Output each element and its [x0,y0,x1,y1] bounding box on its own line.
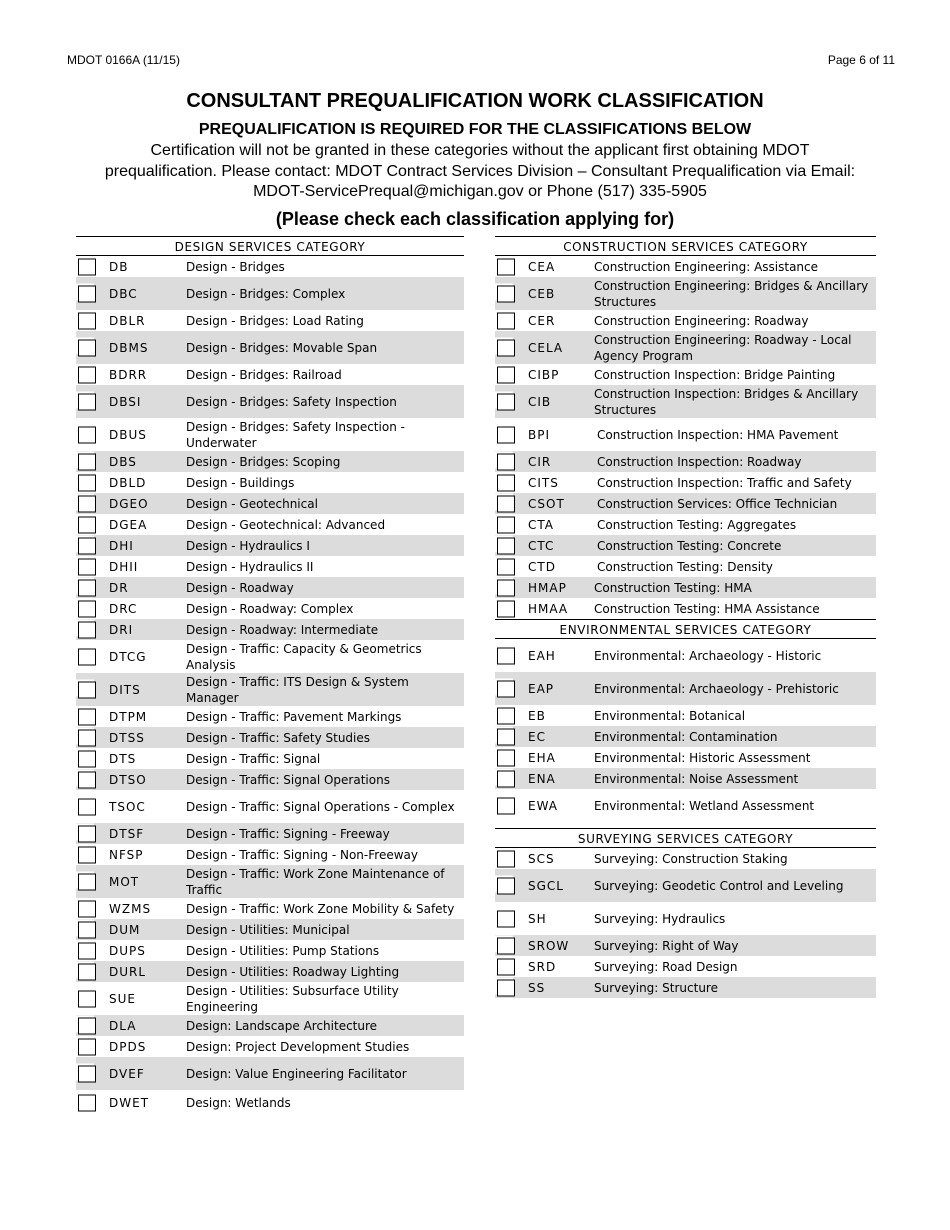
classification-row-eb [495,705,876,726]
classification-row-dvef [76,1057,464,1090]
classification-code: DTSO [109,772,147,787]
classification-row-dtss [76,727,464,748]
checkbox-cela[interactable] [497,339,515,356]
checkbox-cibp[interactable] [497,366,515,383]
classification-row-dtcg [76,640,464,673]
classification-description: Design - Hydraulics I [186,538,310,553]
classification-description: Design - Roadway: Complex [186,601,354,616]
checkbox-eha[interactable] [497,749,515,766]
classification-description: Surveying: Geodetic Control and Leveling [594,878,844,893]
page-title: CONSULTANT PREQUALIFICATION WORK CLASSIFICATION [186,90,764,112]
checkbox-dts[interactable] [78,750,96,767]
checkbox-dtss[interactable] [78,729,96,746]
classification-row-sue [76,982,464,1015]
classification-code: DBSI [109,394,142,409]
environmental-category-header: ENVIRONMENTAL SERVICES CATEGORY [495,619,876,639]
certification-text: Certification will not be granted in these categories without the applicant first obtaining MDOT prequalification. Please contact: MDOT Contract Services Division – Consultant Prequalification via Email: MDOT-ServicePrequal@michigan.gov or Phone (517) 335-5905 [104,142,856,200]
classification-description: Design - Bridges [186,259,285,274]
classification-code: CELA [528,340,564,355]
classification-code: DVEF [109,1066,145,1081]
checkbox-eah[interactable] [497,647,515,664]
checkbox-hmaa[interactable] [497,600,515,617]
design-category-header: DESIGN SERVICES CATEGORY [76,236,464,256]
checkbox-dum[interactable] [78,921,96,938]
classification-row-dbus [76,418,464,451]
classification-row-cibp [495,364,876,385]
checkbox-db[interactable] [78,258,96,275]
classification-row-durl [76,961,464,982]
checkbox-eap[interactable] [497,680,515,697]
classification-description: Design - Bridges: Safety Inspection [186,394,397,409]
classification-description: Construction Engineering: Roadway - Local Agency Program [594,332,852,363]
classification-row-srow [495,935,876,956]
checkbox-eb[interactable] [497,707,515,724]
checkbox-sue[interactable] [78,990,96,1007]
classification-description: Construction Inspection: Bridge Painting [594,367,836,382]
classification-row-sh [495,902,876,935]
checkbox-dbus[interactable] [78,426,96,443]
checkbox-srow[interactable] [497,937,515,954]
classification-row-cer [495,310,876,331]
classification-description: Design - Bridges: Movable Span [186,340,378,355]
classification-row-dbsi [76,385,464,418]
classification-row-mot [76,865,464,898]
classification-description: Environmental: Wetland Assessment [594,798,815,813]
classification-row-dr [76,577,464,598]
checkbox-cits[interactable] [497,474,515,491]
classification-description: Design - Traffic: Pavement Markings [186,709,402,724]
classification-code: EC [528,729,546,744]
checkbox-srd[interactable] [497,958,515,975]
classification-description: Design - Traffic: Safety Studies [186,730,371,745]
classification-code: DURL [109,964,147,979]
checkbox-dgeo[interactable] [78,495,96,512]
classification-row-db [76,256,464,277]
checkbox-ctc[interactable] [497,537,515,554]
classification-row-dhii [76,556,464,577]
classification-code: DBUS [109,427,147,442]
classification-row-cea [495,256,876,277]
classification-description: Environmental: Archaeology - Historic [594,648,822,663]
classification-description: Design - Traffic: Signing - Non-Freeway [186,847,418,862]
classification-row-hmap [495,577,876,598]
classification-description: Construction Testing: Aggregates [597,517,797,532]
classification-description: Design - Traffic: Signal Operations [186,772,390,787]
classification-row-dups [76,940,464,961]
classification-code: DGEO [109,496,149,511]
checkbox-ewa[interactable] [497,797,515,814]
classification-code: DTSF [109,826,145,841]
classification-row-dgea [76,514,464,535]
classification-row-eap [495,672,876,705]
checkbox-ena[interactable] [497,770,515,787]
classification-row-dhi [76,535,464,556]
classification-description: Construction Services: Office Technician [597,496,838,511]
checkbox-dhi[interactable] [78,537,96,554]
classification-description: Design - Traffic: Work Zone Maintenance of Traffic [186,866,445,897]
classification-description: Design - Traffic: Signing - Freeway [186,826,390,841]
checkbox-dups[interactable] [78,942,96,959]
classification-description: Surveying: Right of Way [594,938,739,953]
classification-description: Design: Wetlands [186,1095,291,1110]
classification-row-dtsf [76,823,464,844]
checkbox-sgcl[interactable] [497,877,515,894]
instruction-text: (Please check each classification applying for) [275,209,675,229]
classification-code: CTD [528,559,556,574]
design-list [76,256,464,1115]
classification-code: DITS [109,682,141,697]
checkbox-dla[interactable] [78,1017,96,1034]
checkbox-dbc[interactable] [78,285,96,302]
checkbox-dbsi[interactable] [78,393,96,410]
classification-code: EB [528,708,546,723]
page-subtitle: PREQUALIFICATION IS REQUIRED FOR THE CLASSIFICATIONS BELOW [198,121,752,138]
classification-row-dts [76,748,464,769]
checkbox-dbld[interactable] [78,474,96,491]
classification-code: DR [109,580,129,595]
classification-row-dum [76,919,464,940]
classification-code: DRI [109,622,134,637]
classification-row-dri [76,619,464,640]
checkbox-dtsf[interactable] [78,825,96,842]
classification-code: CEB [528,286,556,301]
classification-row-ctd [495,556,876,577]
classification-row-cits [495,472,876,493]
classification-description: Design - Bridges: Scoping [186,454,341,469]
classification-row-eah [495,639,876,672]
classification-code: SRD [528,959,557,974]
classification-description: Design - Traffic: Signal [186,751,321,766]
classification-code: EHA [528,750,556,765]
classification-description: Construction Testing: Density [597,559,773,574]
classification-description: Design - Bridges: Load Rating [186,313,364,328]
checkbox-ec[interactable] [497,728,515,745]
checkbox-dpds[interactable] [78,1038,96,1055]
checkbox-cir[interactable] [497,453,515,470]
checkbox-dvef[interactable] [78,1065,96,1082]
classification-description: Design: Value Engineering Facilitator [186,1066,407,1081]
checkbox-dhii[interactable] [78,558,96,575]
classification-row-ctc [495,535,876,556]
classification-row-sgcl [495,869,876,902]
classification-description: Construction Inspection: Traffic and Safety [597,475,852,490]
checkbox-nfsp[interactable] [78,846,96,863]
checkbox-dbs[interactable] [78,453,96,470]
classification-description: Surveying: Road Design [594,959,738,974]
classification-description: Environmental: Historic Assessment [594,750,811,765]
classification-description: Design - Hydraulics II [186,559,314,574]
classification-code: DWET [109,1095,150,1110]
checkbox-dblr[interactable] [78,312,96,329]
classification-code: CTC [528,538,555,553]
classification-description: Environmental: Archaeology - Prehistoric [594,681,839,696]
classification-description: Design: Landscape Architecture [186,1018,378,1033]
classification-code: EAH [528,648,556,663]
classification-row-ss [495,977,876,998]
classification-description: Construction Testing: Concrete [597,538,782,553]
form-id: MDOT 0166A (11/15) [67,53,180,67]
classification-row-dtso [76,769,464,790]
classification-description: Design - Utilities: Roadway Lighting [186,964,400,979]
classification-description: Design - Utilities: Pump Stations [186,943,380,958]
surveying-category-header: SURVEYING SERVICES CATEGORY [495,828,876,848]
classification-row-ewa [495,789,876,822]
classification-row-dbc [76,277,464,310]
checkbox-cea[interactable] [497,258,515,275]
classification-row-ceb [495,277,876,310]
construction-list [495,256,876,619]
classification-description: Design: Project Development Studies [186,1039,410,1054]
classification-description: Design - Bridges: Railroad [186,367,342,382]
checkbox-ceb[interactable] [497,285,515,302]
classification-row-cib [495,385,876,418]
classification-code: DBMS [109,340,149,355]
classification-row-ec [495,726,876,747]
environmental-list [495,639,876,822]
classification-description: Design - Utilities: Subsurface Utility Engineering [186,983,399,1014]
classification-code: MOT [109,874,140,889]
checkbox-dri[interactable] [78,621,96,638]
classification-code: DRC [109,601,138,616]
classification-description: Design - Roadway [186,580,294,595]
checkbox-hmap[interactable] [497,579,515,596]
classification-row-srd [495,956,876,977]
classification-code: DUM [109,922,141,937]
checkbox-dwet[interactable] [78,1094,96,1111]
classification-code: CTA [528,517,554,532]
classification-code: EWA [528,798,558,813]
classification-code: CIB [528,394,552,409]
classification-code: DHI [109,538,134,553]
classification-code: DB [109,259,129,274]
classification-code: DTS [109,751,137,766]
classification-code: HMAA [528,601,569,616]
construction-category-header: CONSTRUCTION SERVICES CATEGORY [495,236,876,256]
classification-row-bdrr [76,364,464,385]
classification-code: SS [528,980,546,995]
checkbox-scs[interactable] [497,850,515,867]
classification-code: CEA [528,259,556,274]
classification-row-cela [495,331,876,364]
classification-description: Design - Bridges: Safety Inspection - Underwater [186,419,405,450]
classification-description: Construction Testing: HMA [594,580,752,595]
classification-code: DTPM [109,709,148,724]
classification-row-hmaa [495,598,876,619]
classification-description: Construction Engineering: Roadway [594,313,809,328]
classification-code: DBLD [109,475,147,490]
classification-row-ena [495,768,876,789]
classification-description: Design - Bridges: Complex [186,286,346,301]
classification-description: Construction Engineering: Assistance [594,259,819,274]
classification-row-bpi [495,418,876,451]
classification-row-dwet [76,1090,464,1115]
classification-description: Environmental: Noise Assessment [594,771,799,786]
classification-code: SUE [109,991,136,1006]
classification-row-dblr [76,310,464,331]
classification-code: SROW [528,938,570,953]
classification-row-nfsp [76,844,464,865]
left-column [76,236,464,1115]
classification-description: Design - Utilities: Municipal [186,922,350,937]
classification-code: DHII [109,559,139,574]
checkbox-cer[interactable] [497,312,515,329]
classification-row-cta [495,514,876,535]
classification-code: DTSS [109,730,145,745]
checkbox-dits[interactable] [78,681,96,698]
classification-description: Design - Traffic: Work Zone Mobility & Safety [186,901,455,916]
surveying-list [495,848,876,998]
classification-description: Design - Buildings [186,475,295,490]
checkbox-cta[interactable] [497,516,515,533]
checkbox-dgea[interactable] [78,516,96,533]
checkbox-wzms[interactable] [78,900,96,917]
classification-code: WZMS [109,901,152,916]
classification-description: Surveying: Construction Staking [594,851,788,866]
checkbox-dr[interactable] [78,579,96,596]
classification-code: ENA [528,771,556,786]
classification-row-dits [76,673,464,706]
checkbox-dtpm[interactable] [78,708,96,725]
classification-code: EAP [528,681,555,696]
classification-code: BPI [528,427,551,442]
checkbox-dtso[interactable] [78,771,96,788]
classification-row-dtpm [76,706,464,727]
classification-row-dbs [76,451,464,472]
classification-description: Environmental: Contamination [594,729,778,744]
checkbox-bpi[interactable] [497,426,515,443]
checkbox-ss[interactable] [497,979,515,996]
checkbox-bdrr[interactable] [78,366,96,383]
classification-description: Design - Traffic: ITS Design & System Manager [186,674,409,705]
classification-row-tsoc [76,790,464,823]
classification-code: DUPS [109,943,146,958]
classification-code: SCS [528,851,555,866]
classification-row-dbld [76,472,464,493]
classification-code: HMAP [528,580,567,595]
classification-description: Design - Geotechnical [186,496,318,511]
classification-code: DGEA [109,517,148,532]
classification-row-scs [495,848,876,869]
checkbox-dbms[interactable] [78,339,96,356]
classification-description: Surveying: Hydraulics [594,911,726,926]
classification-row-dgeo [76,493,464,514]
checkbox-drc[interactable] [78,600,96,617]
classification-row-dpds [76,1036,464,1057]
checkbox-mot[interactable] [78,873,96,890]
checkbox-tsoc[interactable] [78,798,96,815]
classification-code: CIBP [528,367,560,382]
classification-description: Construction Inspection: Bridges & Ancillary Structures [594,386,859,417]
right-column [495,236,876,998]
classification-code: CER [528,313,556,328]
classification-description: Design - Geotechnical: Advanced [186,517,386,532]
classification-code: NFSP [109,847,144,862]
checkbox-csot[interactable] [497,495,515,512]
page-number: Page 6 of 11 [827,53,895,67]
checkbox-sh[interactable] [497,910,515,927]
checkbox-ctd[interactable] [497,558,515,575]
checkbox-cib[interactable] [497,393,515,410]
classification-row-cir [495,451,876,472]
classification-code: DBC [109,286,138,301]
classification-row-eha [495,747,876,768]
classification-code: SH [528,911,547,926]
classification-code: DPDS [109,1039,147,1054]
classification-row-csot [495,493,876,514]
classification-code: BDRR [109,367,148,382]
classification-description: Design - Roadway: Intermediate [186,622,379,637]
checkbox-durl[interactable] [78,963,96,980]
classification-code: DLA [109,1018,137,1033]
classification-row-wzms [76,898,464,919]
classification-code: CSOT [528,496,565,511]
classification-description: Construction Inspection: HMA Pavement [597,427,839,442]
classification-code: CITS [528,475,559,490]
checkbox-dtcg[interactable] [78,648,96,665]
classification-code: SGCL [528,878,564,893]
classification-description: Design - Traffic: Signal Operations - Complex [186,799,455,814]
classification-description: Environmental: Botanical [594,708,746,723]
classification-description: Construction Engineering: Bridges & Ancillary Structures [594,278,869,309]
classification-row-dla [76,1015,464,1036]
classification-description: Design - Traffic: Capacity & Geometrics Analysis [186,641,422,672]
classification-code: DBLR [109,313,146,328]
classification-code: DTCG [109,649,147,664]
classification-code: CIR [528,454,552,469]
classification-description: Construction Inspection: Roadway [597,454,802,469]
classification-code: TSOC [109,799,146,814]
classification-row-drc [76,598,464,619]
classification-description: Construction Testing: HMA Assistance [594,601,820,616]
classification-row-dbms [76,331,464,364]
classification-code: DBS [109,454,137,469]
classification-description: Surveying: Structure [594,980,718,995]
